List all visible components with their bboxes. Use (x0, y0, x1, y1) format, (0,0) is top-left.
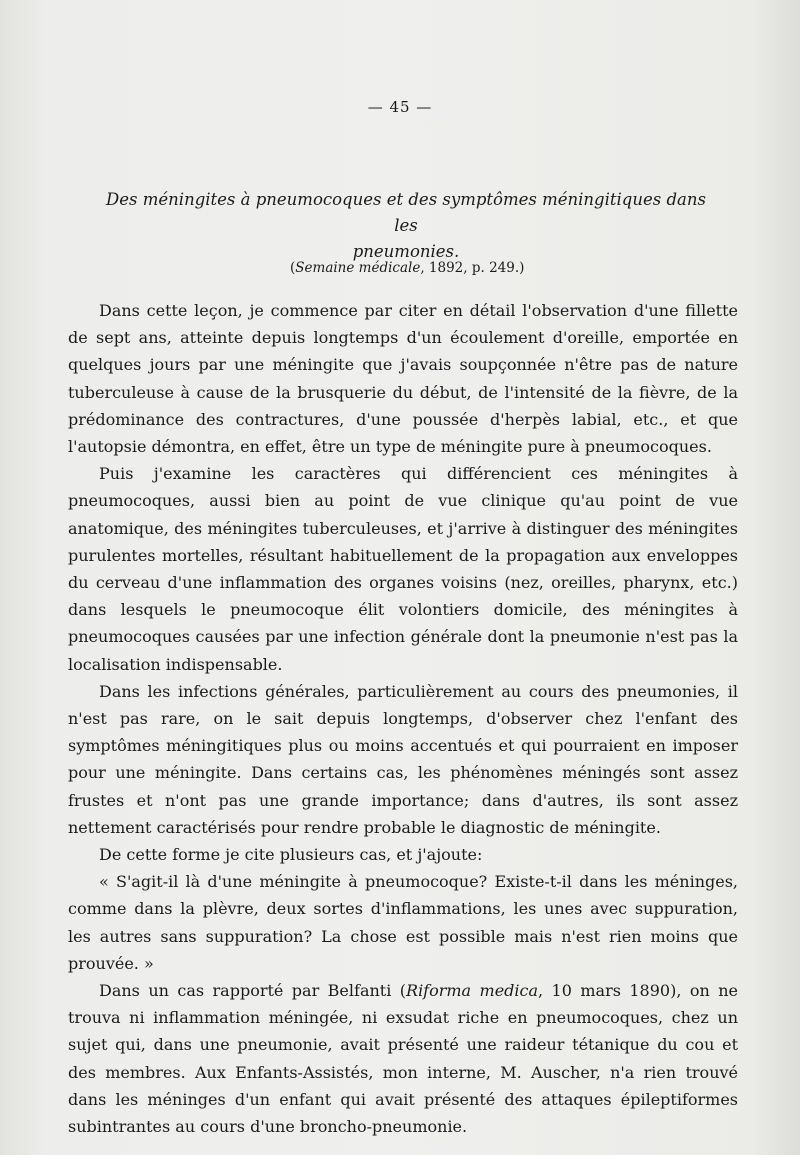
article-title-line-2: pneumonies. (352, 242, 460, 261)
paragraph-5-quote: « S'agit-il là d'une méningite à pneumocoque? Existe-t-il dans les méninges, comme dans la plèvre, deux sortes d'inflammations, les unes avec suppuration, les autres sans suppuration? La chose est possible mais n'est rien moins que prouvée. » (68, 872, 738, 973)
source-open-paren: ( (290, 260, 296, 276)
paragraph-3: Dans les infections générales, particulièrement au cours des pneumonies, il n'est pas rare, on le sait depuis longtemps, d'observer chez l'enfant des symptômes méningitiques plus ou moins accentués et qui pourraient en imposer pour une méningite. Dans certains cas, les phénomènes méningés sont assez frustes et n'ont pas une grande importance; dans d'autres, ils sont assez nettement caractérisés pour rendre probable le diagnostic de méningite. (68, 681, 738, 837)
page-number: — 45 — (367, 98, 433, 116)
body-text (68, 297, 738, 1140)
paragraph-6-end: , 10 mars 1890), on ne trouva ni inflammation méningée, ni exsudat riche en pneumocoques, chez un sujet qui, dans une pneumonie, avait présenté une raideur tétanique du cou et des membres. Aux Enfants-Assistés, mon interne, M. Auscher, n'a rien trouvé dans les méninges d'un enfant qui avait présenté des attaques épileptiformes subintrantes au cours d'une broncho-pneumonie. (68, 981, 738, 1137)
paragraph-4: De cette forme je cite plusieurs cas, et j'ajoute: (99, 845, 483, 865)
source-reference (290, 260, 525, 276)
source-details: , 1892, p. 249.) (420, 260, 525, 276)
paragraph-2: Puis j'examine les caractères qui différencient ces méningites à pneumocoques, aussi bien au point de vue clinique qu'au point de vue anatomique, des méningites tuberculeuses, et j'arrive à distinguer des méningites purulentes mortelles, résultant habituellement de la propagation aux enveloppes du cerveau d'une inflammation des organes voisins (nez, oreilles, pharynx, etc.) dans lesquels le pneumocoque élit volontiers domicile, des méningites à pneumocoques causées par une infection générale dont la pneumonie n'est pas la localisation indispensable. (68, 464, 738, 674)
source-journal: Semaine médicale (295, 260, 421, 276)
paragraph-6 (68, 977, 738, 1140)
article-title (96, 187, 716, 265)
article-title-line-1: Des méningites à pneumocoques et des symptômes méningitiques dans les (106, 190, 706, 235)
paragraph-1: Dans cette leçon, je commence par citer en détail l'observation d'une fillette de sept ans, atteinte depuis longtemps d'un écoulement d'oreille, emportée en quelques jours par une méningite que j'avais soupçonnée n'être pas de nature tuberculeuse à cause de la brusquerie du début, de l'intensité de la fièvre, de la prédominance des contractures, d'une poussée d'herpès labial, etc., et que l'autopsie démontra, en effet, être un type de méningite pure à pneumocoques. (68, 301, 738, 457)
paragraph-6-start: Dans un cas rapporté par Belfanti ( (99, 981, 407, 1001)
paragraph-6-journal: Riforma medica (406, 981, 539, 1001)
